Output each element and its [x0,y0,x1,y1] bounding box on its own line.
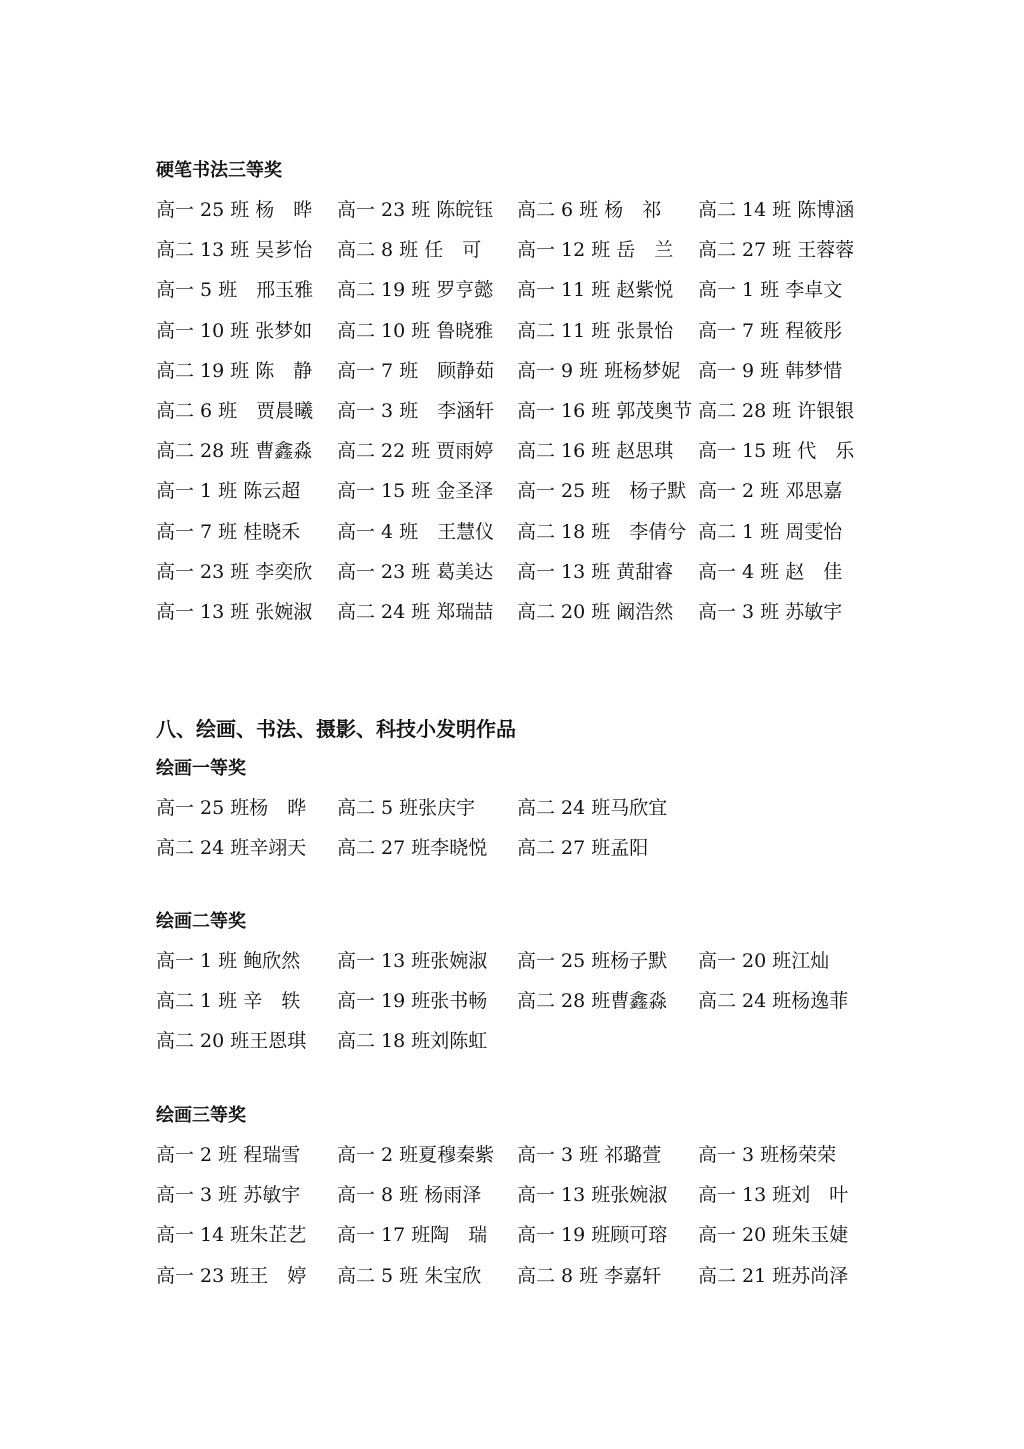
award-entry: 高二 11 班 张景怡 [517,319,674,342]
award-entry: 高一 1 班 陈云超 [156,480,301,503]
award-entry: 高一 9 班 韩梦惜 [698,359,843,382]
award-entry: 高一 1 班 李卓文 [698,279,843,302]
award-entry: 高二 24 班 郑瑞喆 [337,600,494,623]
award-row [156,1135,837,1175]
award-entry: 高一 2 班 程瑞雪 [156,1144,301,1166]
award-entry: 高一 13 班 张婉淑 [156,600,313,623]
hard-pen-third-prize-section [156,158,855,632]
award-entry: 高一 23 班 葛美达 [337,560,494,583]
award-entry: 高二 27 班李晓悦 [337,837,488,860]
award-entry: 高一 20 班江灿 [698,950,830,972]
award-entry: 高二 22 班 贾雨婷 [337,440,494,463]
award-entry: 高一 10 班 张梦如 [156,319,313,342]
award-entry: 高二 10 班 鲁晓雅 [337,319,494,342]
award-entry: 高二 18 班 李倩兮 [517,520,687,543]
section-heading: 绘画三等奖 [156,1105,246,1126]
award-entry: 高二 5 班张庆宇 [337,797,476,819]
award-entry: 高一 17 班陶 瑞 [337,1224,488,1247]
award-entry: 高二 5 班 朱宝欣 [337,1264,482,1287]
award-entry: 高一 3 班 苏敏宇 [698,600,843,623]
award-row [156,1215,849,1255]
award-row [156,981,849,1021]
award-row [156,311,843,351]
award-row [156,828,649,868]
award-row [156,1175,849,1215]
award-entry: 高二 20 班 阚浩然 [517,600,674,623]
award-entry: 高二 20 班王恩琪 [156,1030,307,1053]
award-entry: 高一 7 班 顾静茹 [337,359,495,382]
section-heading: 硬笔书法三等奖 [156,160,282,181]
award-row [156,270,843,310]
award-row [156,941,830,981]
award-entry: 高二 8 班 李嘉轩 [517,1264,662,1287]
award-entry: 高一 7 班 桂晓禾 [156,520,301,543]
award-entry: 高一 20 班朱玉婕 [698,1224,849,1247]
award-entry: 高一 12 班 岳 兰 [517,239,674,262]
award-entry: 高一 15 班 代 乐 [698,440,855,463]
award-entry: 高一 25 班 杨 晔 [156,199,313,221]
award-entry: 高二 28 班 许银银 [698,399,855,422]
award-entry: 高一 2 班夏穆秦紫 [337,1144,495,1166]
award-entry: 高一 25 班 杨子默 [517,480,687,503]
award-row [156,592,843,632]
award-entry: 高一 23 班王 婷 [156,1264,307,1287]
section-heading: 绘画一等奖 [156,758,246,779]
award-entry: 高一 3 班 李涵轩 [337,399,495,422]
award-entry: 高一 2 班 邓思嘉 [698,480,843,503]
award-row [156,552,843,592]
award-entry: 高一 13 班张婉淑 [517,1184,668,1207]
award-entry: 高一 13 班张婉淑 [337,950,488,972]
award-entry: 高一 4 班 赵 佳 [698,560,843,583]
award-entry: 高二 28 班曹鑫淼 [517,990,668,1013]
award-row [156,230,855,270]
award-row [156,391,855,431]
award-entry: 高一 11 班 赵紫悦 [517,279,674,302]
award-entry: 高二 1 班 辛 轶 [156,990,301,1013]
award-entry: 高一 3 班 祁璐萱 [517,1144,662,1166]
award-entry: 高一 25 班杨 晔 [156,797,307,819]
award-entry: 高一 23 班 陈皖钰 [337,199,494,221]
award-list [156,941,849,1062]
award-entry: 高二 1 班 周雯怡 [698,520,843,543]
award-row [156,1021,488,1061]
award-list [156,190,855,632]
painting-first-prize-section [156,756,668,868]
section-heading: 绘画二等奖 [156,911,246,932]
award-entry: 高一 19 班顾可瑢 [517,1224,668,1247]
award-entry: 高二 6 班 杨 祁 [517,199,662,221]
award-entry: 高二 24 班杨逸菲 [698,990,849,1013]
award-entry: 高二 28 班 曹鑫淼 [156,440,313,463]
award-entry: 高一 13 班刘 叶 [698,1184,849,1207]
award-entry: 高二 6 班 贾晨曦 [156,399,314,422]
award-entry: 高一 3 班杨荣荣 [698,1144,837,1166]
painting-third-prize-section [156,1103,849,1296]
award-entry: 高二 24 班马欣宜 [517,797,668,819]
award-list [156,1135,849,1296]
award-entry: 高二 27 班孟阳 [517,837,649,860]
award-entry: 高一 15 班 金圣泽 [337,480,494,503]
award-entry: 高一 8 班 杨雨泽 [337,1184,482,1207]
award-entry: 高一 7 班 程筱彤 [698,319,843,342]
award-list [156,788,668,868]
award-row [156,1256,849,1296]
award-entry: 高二 14 班 陈博涵 [698,199,855,221]
award-entry: 高一 13 班 黄甜睿 [517,560,674,583]
painting-second-prize-section [156,909,849,1062]
award-entry: 高一 9 班 班杨梦妮 [517,359,681,382]
award-entry: 高二 18 班刘陈虹 [337,1030,488,1053]
award-entry: 高一 4 班 王慧仪 [337,520,495,543]
award-entry: 高二 21 班苏尚泽 [698,1264,849,1287]
award-row [156,351,843,391]
award-entry: 高一 23 班 李奕欣 [156,560,313,583]
award-entry: 高二 19 班 罗亨懿 [337,279,494,302]
award-entry: 高一 14 班朱芷艺 [156,1224,307,1247]
award-entry: 高一 5 班 邢玉雅 [156,279,314,302]
award-row [156,431,855,471]
award-row [156,471,843,511]
award-entry: 高二 27 班 王蓉蓉 [698,239,855,262]
award-entry: 高二 19 班 陈 静 [156,359,313,382]
award-entry: 高一 3 班 苏敏宇 [156,1184,301,1207]
award-entry: 高二 24 班辛翊天 [156,837,307,860]
award-row [156,788,668,828]
award-entry: 高一 25 班杨子默 [517,950,668,972]
award-entry: 高一 16 班 郭茂奥节 [517,399,693,422]
award-entry: 高一 1 班 鲍欣然 [156,950,301,972]
section-8 [156,716,516,742]
award-entry: 高一 19 班张书畅 [337,990,488,1013]
award-entry: 高二 8 班 任 可 [337,239,482,262]
award-row [156,190,855,230]
award-entry: 高二 16 班 赵思琪 [517,440,674,463]
award-entry: 高二 13 班 吴芗怡 [156,239,313,262]
award-row [156,512,843,552]
section-title: 八、绘画、书法、摄影、科技小发明作品 [156,717,516,741]
